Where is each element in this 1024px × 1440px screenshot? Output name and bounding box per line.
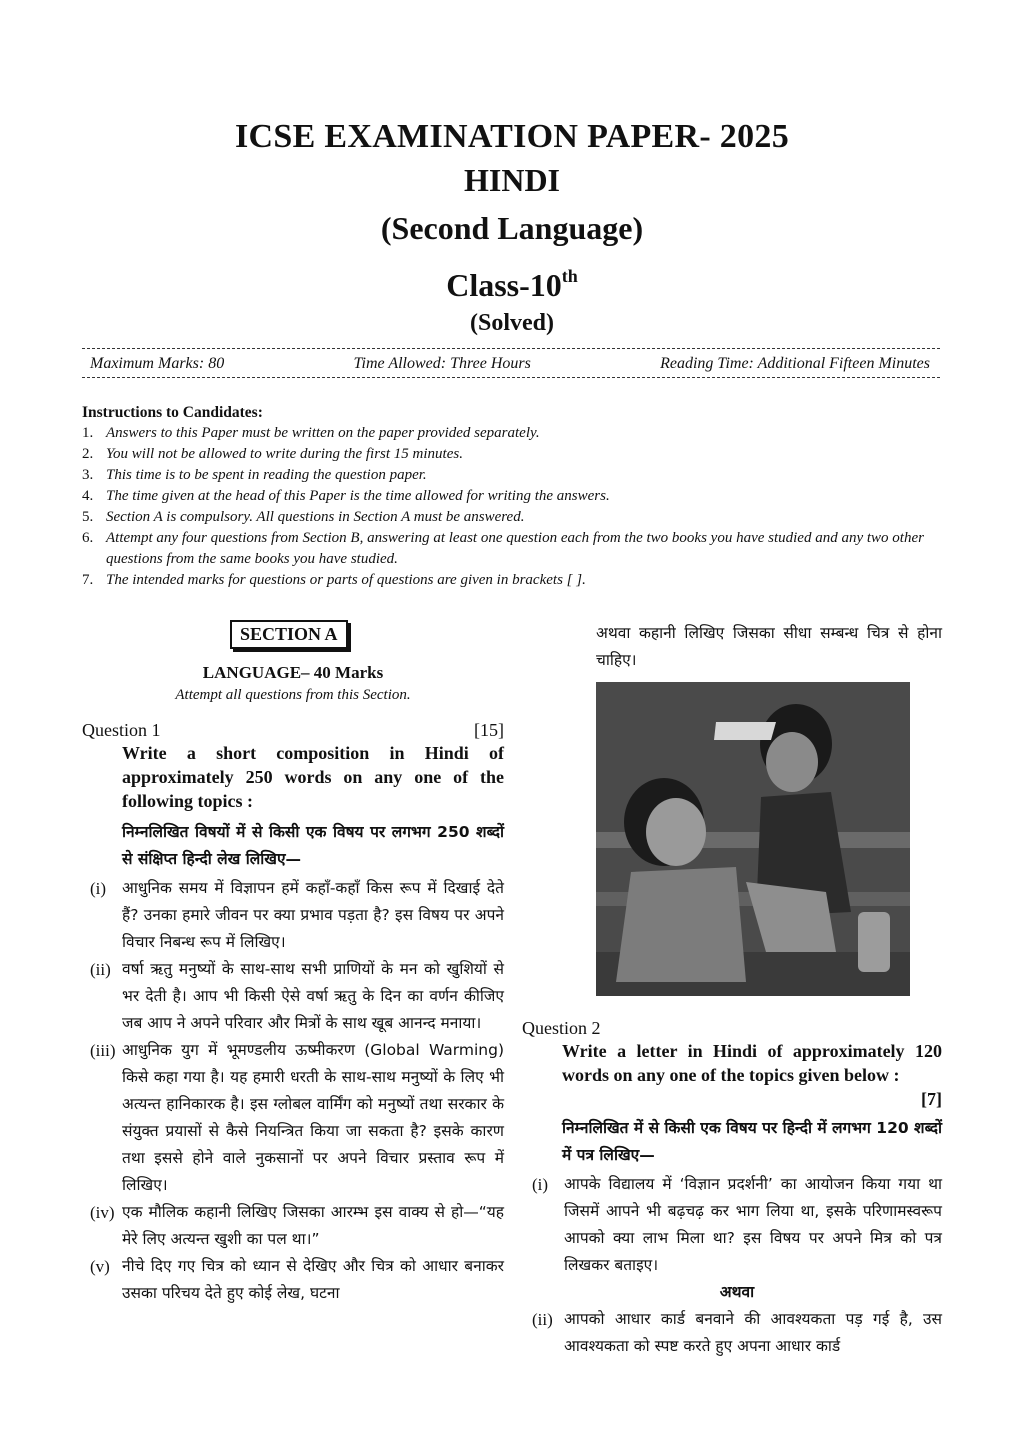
option-item: (i) आपके विद्यालय में ‘विज्ञान प्रदर्शनी’ का आयोजन किया गया था जिसमें आपने भी बढ़चढ़ कर भाग लिया था, इसके परिणामस्वरूप आपको क्या लाभ मिला था? इस विषय पर अपने मित्र को पत्र लिखकर बताइए। (532, 1175, 942, 1274)
instruction-item: 1. Answers to this Paper must be written on the paper provided separately. (82, 425, 540, 441)
instruction-item: 3. This time is to be spent in reading the question paper. (82, 467, 427, 483)
question-2-marks: [7] (921, 1089, 942, 1109)
section-note: Attempt all questions from this Section. (175, 687, 411, 703)
or-label: अथवा (719, 1283, 755, 1301)
option-item: (i) आधुनिक समय में विज्ञापन हमें कहाँ-कहाँ किस रूप में दिखाई देते हैं? उनका हमारे जीवन पर क्या प्रभाव पड़ता है? इस विषय पर अपने विचार निबन्ध रूप में लिखिए। (90, 879, 504, 951)
question-1-hindi: निम्नलिखित विषयों में से किसी एक विषय पर लगभग 250 शब्दों से संक्षिप्त हिन्दी लेख लिखिए— (122, 823, 504, 868)
max-marks: Maximum Marks: 80 (90, 355, 225, 372)
left-column (82, 620, 504, 1307)
language-title: (Second Language) (380, 210, 644, 246)
question-1-continuation: अथवा कहानी लिखिए जिसका सीधा सम्बन्ध चित्र से होना चाहिए। (596, 624, 942, 669)
divider-top (82, 348, 940, 349)
question-2-body (522, 1039, 942, 1169)
instruction-item: 2. You will not be allowed to write during the first 15 minutes. (82, 446, 463, 462)
section-subtitle: LANGUAGE– 40 Marks (202, 663, 384, 682)
question-1-body (82, 741, 504, 873)
instruction-item: 4. The time given at the head of this Paper is the time allowed for writing the answers. (82, 488, 610, 504)
instructions (82, 402, 942, 591)
subject-title: HINDI (463, 162, 560, 198)
question-2-hindi: निम्नलिखित में से किसी एक विषय पर हिन्दी में लगभग 120 शब्दों में पत्र लिखिए— (562, 1119, 942, 1164)
time-allowed: Time Allowed: Three Hours (353, 355, 531, 372)
option-item: (iii) आधुनिक युग में भूमण्डलीय ऊष्मीकरण (Global Warming) किसे कहा गया है। यह हमारी धरती के साथ-साथ मनुष्यों के लिए भी अत्यन्त हानिकारक है। इस ग्लोबल वार्मिंग को मनुष्यों तथा सरकार के संयुक्त प्रयासों से कैसे नियन्त्रित किया जा सकता है? इसके कारण तथा इससे होने वाले नुकसानों पर अपने विचार प्रस्ताव रूप में लिखिए। (90, 1041, 504, 1194)
exam-meta (90, 355, 930, 373)
section-a-label: SECTION A (230, 620, 348, 649)
right-column (522, 620, 942, 1360)
children-photo (596, 682, 910, 996)
option-item: (iv) एक मौलिक कहानी लिखिए जिसका आरम्भ इस वाक्य से हो—“यह मेरे लिए अत्यन्त खुशी का पल था।” (90, 1203, 504, 1248)
instruction-item: 5. Section A is compulsory. All questions in Section A must be answered. (82, 509, 525, 525)
question-1-label: Question 1 (82, 720, 161, 740)
class-text: Class-10 (446, 267, 562, 303)
reading-time: Reading Time: Additional Fifteen Minutes (660, 355, 930, 372)
option-item: (v) नीचे दिए गए चित्र को ध्यान से देखिए और चित्र को आधार बनाकर उसका परिचय देते हुए कोई लेख, घटना (90, 1257, 504, 1302)
question-1-marks: [15] (474, 720, 504, 740)
option-item: (ii) वर्षा ऋतु मनुष्यों के साथ-साथ सभी प्राणियों के मन को खुशियों से भर देती है। आप भी किसी ऐसे वर्षा ऋतु के दिन का वर्णन कीजिए जब आप ने अपने परिवार और मित्रों के साथ खूब आनन्द मनाया। (90, 960, 504, 1032)
class-sup: th (561, 266, 578, 286)
question-2-label: Question 2 (522, 1018, 601, 1038)
option-item: (ii) आपको आधार कार्ड बनवाने की आवश्यकता पड़ गई है, उस आवश्यकता को स्पष्ट करते हुए अपना आधार कार्ड (532, 1310, 942, 1355)
class-title (0, 266, 1024, 304)
question-1-options (82, 875, 504, 1307)
question-2-options (522, 1171, 942, 1360)
divider-bottom (82, 377, 940, 378)
question-2-english: Write a letter in Hindi of approximately 120 words on any one of the topics given below : (562, 1041, 942, 1085)
instruction-item: 6. Attempt any four questions from Section B, answering at least one question each from the two books you have studied and any two other questions from the same books you have studied. (82, 530, 924, 567)
question-1-english: Write a short composition in Hindi of approximately 250 words on any one of the following topics : (122, 743, 504, 811)
instruction-item: 7. The intended marks for questions or parts of questions are given in brackets [ ]. (82, 572, 586, 588)
question-2-header (522, 1018, 942, 1039)
instructions-heading: Instructions to Candidates: (82, 404, 263, 421)
solved-label: (Solved) (470, 310, 554, 336)
question-1-header (82, 720, 504, 741)
paper-title: ICSE EXAMINATION PAPER- 2025 (235, 118, 789, 155)
children-illustration (596, 682, 910, 996)
